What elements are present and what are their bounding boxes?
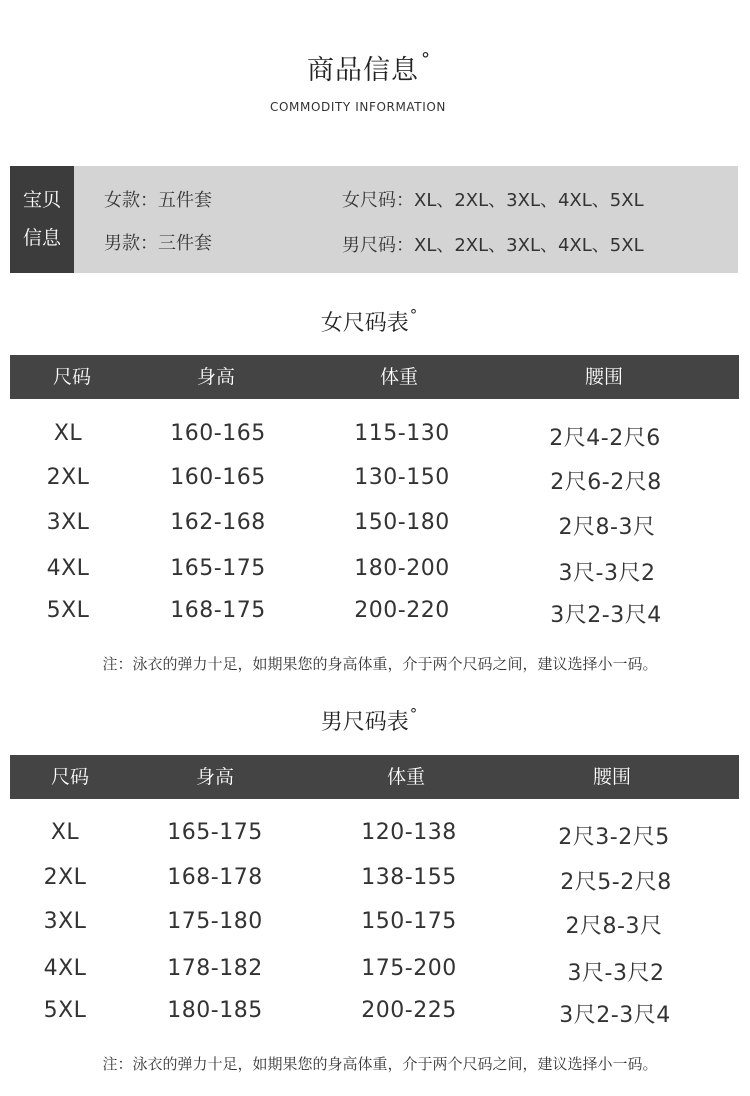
table-cell: 162-168 [170, 510, 266, 535]
table-cell: 3尺2-3尺4 [559, 1003, 671, 1028]
table-cell: 2尺8-3尺 [558, 515, 656, 540]
table-cell: 168-175 [170, 598, 266, 623]
table-cell: 2尺5-2尺8 [560, 870, 672, 895]
table-cell: 115-130 [354, 421, 450, 446]
table-cell: 165-175 [170, 556, 266, 581]
women-header-waist: 腰围 [584, 366, 624, 388]
women-set-text: 女款：五件套 [104, 190, 212, 211]
table-cell: 175-200 [361, 956, 457, 981]
table-cell: 3XL [46, 510, 90, 535]
men-header-size: 尺码 [50, 766, 90, 788]
table-cell: 160-165 [170, 465, 266, 490]
women-header-weight: 体重 [379, 366, 419, 388]
table-cell: 4XL [46, 556, 90, 581]
men-header-waist: 腰围 [592, 766, 632, 788]
table-cell: 5XL [43, 998, 87, 1023]
table-cell: 3尺-3尺2 [567, 961, 665, 986]
women-header-size: 尺码 [52, 366, 92, 388]
table-cell: 175-180 [167, 909, 263, 934]
women-header-height: 身高 [196, 366, 236, 388]
table-cell: 2XL [43, 865, 87, 890]
page-title-text: 商品信息 [307, 55, 419, 86]
table-cell: 2尺8-3尺 [565, 914, 663, 939]
table-cell: 200-220 [354, 598, 450, 623]
table-cell: 180-200 [354, 556, 450, 581]
men-table-title [0, 705, 738, 736]
table-cell: 3尺2-3尺4 [550, 603, 662, 628]
table-cell: 165-175 [167, 820, 263, 845]
men-table-note: 注：泳衣的弹力十足，如期果您的身高体重，介于两个尺码之间，建议选择小一码。 [102, 1055, 658, 1073]
table-cell: 178-182 [167, 956, 263, 981]
table-cell: 150-180 [354, 510, 450, 535]
women-table-title [0, 306, 738, 337]
page-title [0, 48, 738, 87]
women-title-degree-mark: ° [409, 306, 418, 324]
table-cell: 200-225 [361, 998, 457, 1023]
table-cell: 160-165 [170, 421, 266, 446]
table-cell: 130-150 [354, 465, 450, 490]
table-cell: 2尺3-2尺5 [558, 825, 670, 850]
title-degree-mark: ° [421, 49, 431, 70]
men-header-height: 身高 [195, 766, 235, 788]
women-sizes-text: 女尺码：XL、2XL、3XL、4XL、5XL [342, 190, 644, 211]
men-set-text: 男款：三件套 [104, 233, 212, 254]
men-sizes-text: 男尺码：XL、2XL、3XL、4XL、5XL [342, 235, 644, 256]
men-title-degree-mark: ° [409, 705, 418, 723]
table-cell: 5XL [46, 598, 90, 623]
table-cell: 138-155 [361, 865, 457, 890]
women-table-header [10, 355, 739, 399]
table-cell: 120-138 [361, 820, 457, 845]
page-subtitle: COMMODITY INFORMATION [270, 100, 446, 114]
table-cell: 2XL [46, 465, 90, 490]
table-cell: 150-175 [361, 909, 457, 934]
men-table-header [10, 755, 739, 799]
table-cell: XL [53, 421, 83, 446]
table-cell: 3XL [43, 909, 87, 934]
table-cell: 3尺-3尺2 [558, 561, 656, 586]
men-table-title-text: 男尺码表 [320, 710, 409, 735]
product-info-label-line2: 信息 [22, 227, 61, 249]
product-info-band [10, 166, 738, 273]
product-info-label [10, 166, 74, 273]
table-cell: 2尺6-2尺8 [550, 470, 662, 495]
table-cell: 2尺4-2尺6 [549, 426, 661, 451]
table-cell: 168-178 [167, 865, 263, 890]
men-header-weight: 体重 [386, 766, 426, 788]
table-cell: 4XL [43, 956, 87, 981]
product-info-label-line1: 宝贝 [22, 189, 61, 211]
table-cell: 180-185 [167, 998, 263, 1023]
women-table-note: 注：泳衣的弹力十足，如期果您的身高体重，介于两个尺码之间，建议选择小一码。 [102, 655, 658, 673]
women-table-title-text: 女尺码表 [320, 311, 409, 336]
table-cell: XL [50, 820, 80, 845]
